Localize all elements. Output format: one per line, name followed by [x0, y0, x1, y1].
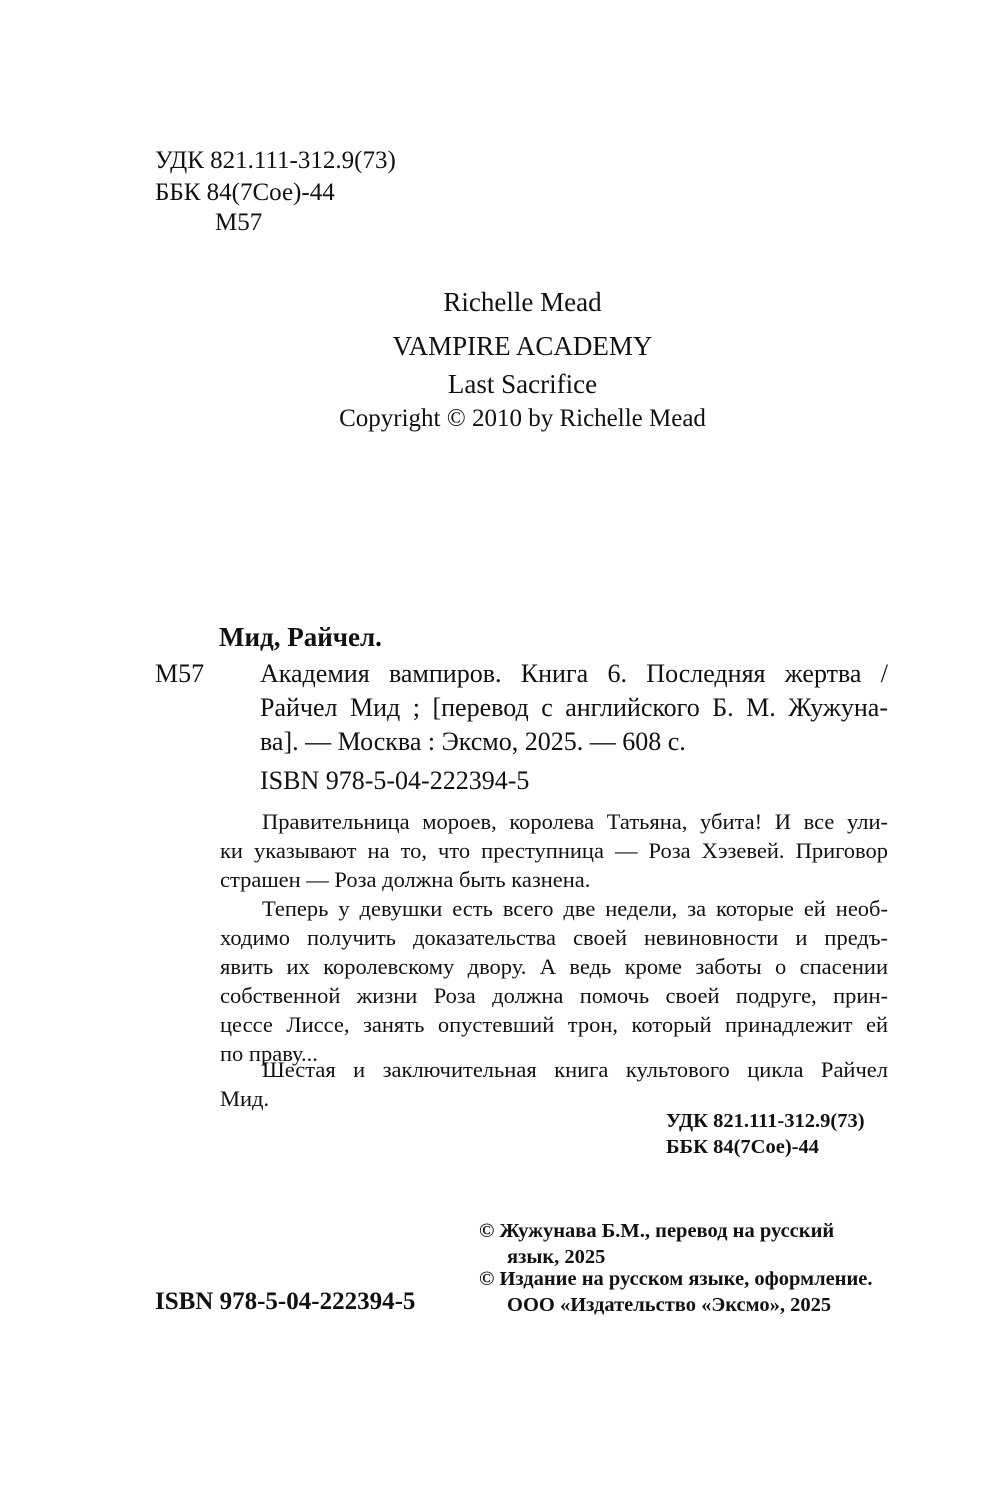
- annotation-line: цессе Лиссе, занять опустевший трон, который принадлежит ей: [220, 1012, 888, 1037]
- annotation-line: Шестая и заключительная книга культового цикла Райчел: [262, 1057, 888, 1082]
- description-line: ва]. — Москва : Эксмо, 2025. — 608 с.: [260, 727, 686, 756]
- copyright-line: © Жужунава Б.М., перевод на русский: [479, 1220, 835, 1242]
- annotation-line: Мид.: [220, 1086, 270, 1111]
- isbn-card: ISBN 978-5-04-222394-5: [260, 766, 530, 795]
- author-heading: Мид, Райчел.: [219, 622, 382, 652]
- original-copyright: Copyright © 2010 by Richelle Mead: [339, 405, 706, 432]
- annotation-paragraph-2: [220, 894, 888, 1068]
- annotation-line: явить их королевскому двору. А ведь кроме заботы о спасении: [220, 954, 888, 979]
- copyright-edition: [479, 1266, 919, 1318]
- annotation-paragraph-1: [220, 807, 888, 894]
- bbk-top: ББК 84(7Сое)-44: [155, 179, 335, 206]
- bbk-card: ББК 84(7Сое)-44: [666, 1136, 819, 1158]
- description-line: Академия вампиров. Книга 6. Последняя жертва /: [260, 659, 888, 688]
- original-series: VAMPIRE ACADEMY: [392, 331, 653, 361]
- udk-top: УДК 821.111-312.9(73): [155, 147, 396, 174]
- original-author: Richelle Mead: [443, 287, 602, 317]
- copyright-line: © Издание на русском языке, оформление.: [479, 1268, 873, 1290]
- annotation-line: Правительница мороев, королева Татьяна, убита! И все ули-: [262, 809, 888, 834]
- copyright-translation: [479, 1218, 899, 1270]
- original-title: Last Sacrifice: [447, 369, 598, 399]
- copyright-line: язык, 2025: [507, 1246, 606, 1268]
- bibliographic-description: [260, 657, 888, 759]
- annotation-line: Теперь у девушки есть всего две недели, за которые ей необ-: [262, 896, 888, 921]
- annotation-line: по праву...: [220, 1041, 318, 1066]
- isbn-bottom: ISBN 978-5-04-222394-5: [155, 1288, 416, 1315]
- description-line: Райчел Мид ; [перевод с английского Б. М. Жужуна-: [260, 693, 888, 722]
- copyright-line: ООО «Издательство «Эксмо», 2025: [507, 1294, 832, 1316]
- author-mark-card: М57: [155, 659, 205, 688]
- annotation-line: собственной жизни Роза должна помочь своей подруге, прин-: [220, 983, 888, 1008]
- annotation-line: ки указывают на то, что преступница — Роза Хэзевей. Приговор: [220, 838, 888, 863]
- annotation-paragraph-3: [220, 1055, 888, 1113]
- annotation-line: ходимо получить доказательства своей невиновности и предъ-: [220, 925, 888, 950]
- annotation-line: страшен — Роза должна быть казнена.: [220, 867, 591, 892]
- author-mark-top: М57: [215, 209, 263, 236]
- udk-card: УДК 821.111-312.9(73): [666, 1110, 865, 1132]
